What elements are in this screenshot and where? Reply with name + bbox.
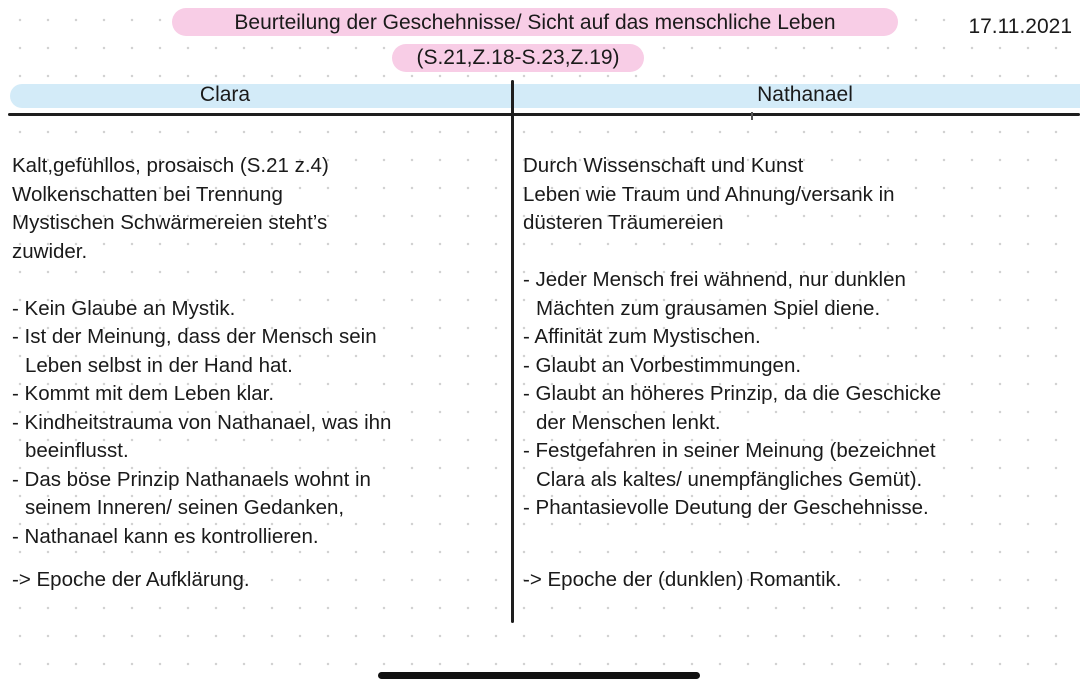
page-title: Beurteilung der Geschehnisse/ Sicht auf das menschliche Leben <box>234 11 836 34</box>
clara-line: Kalt,gefühllos, prosaisch (S.21 z.4) <box>12 154 329 177</box>
clara-bullet-continuation: seinem Inneren/ seinen Gedanken, <box>25 496 345 519</box>
nathanael-bullet: - Glaubt an höheres Prinzip, da die Geschicke <box>523 382 942 405</box>
clara-bullet-continuation: Leben selbst in der Hand hat. <box>25 353 293 377</box>
nathanael-line: Leben wie Traum und Ahnung/versank in <box>523 182 895 206</box>
clara-column <box>12 152 391 595</box>
home-indicator-bar[interactable] <box>378 672 700 679</box>
clara-line: zuwider. <box>12 239 88 263</box>
clara-bullet: - Ist der Meinung, dass der Mensch sein <box>12 325 377 348</box>
clara-bullet: - Kindheitstrauma von Nathanael, was ihn <box>12 410 392 434</box>
nathanael-line: Durch Wissenschaft und Kunst <box>523 154 804 177</box>
table-horizontal-rule <box>8 113 1080 116</box>
nathanael-bullet: - Glaubt an Vorbestimmungen. <box>523 353 802 377</box>
nathanael-bullet-continuation: Clara als kaltes/ unempfängliches Gemüt). <box>536 467 923 491</box>
clara-bullet: - Nathanael kann es kontrollieren. <box>12 524 319 548</box>
clara-line: Wolkenschatten bei Trennung <box>12 182 283 206</box>
nathanael-bullet: - Jeder Mensch frei wähnend, nur dunklen <box>523 268 906 291</box>
nathanael-line: düsteren Träumereien <box>523 211 724 234</box>
clara-bullet: - Kein Glaube an Mystik. <box>12 296 236 320</box>
nathanael-bullet: - Phantasievolle Deutung der Geschehnisse. <box>523 496 929 519</box>
clara-bullet: - Das böse Prinzip Nathanaels wohnt in <box>12 467 371 491</box>
clara-bullet: - Kommt mit dem Leben klar. <box>12 382 275 405</box>
nathanael-bullet: - Festgefahren in seiner Meinung (bezeichnet <box>523 439 936 462</box>
nathanael-bullet-continuation: Mächten zum grausamen Spiel diene. <box>536 296 881 320</box>
column-heading-nathanael: Nathanael <box>757 83 853 106</box>
column-heading-clara: Clara <box>199 83 251 106</box>
nathanael-column <box>523 152 941 595</box>
nathanael-bullet-continuation: der Menschen lenkt. <box>536 410 721 434</box>
table-vertical-rule <box>511 80 514 623</box>
nathanael-bullet: - Affinität zum Mystischen. <box>523 325 761 348</box>
note-date: 17.11.2021 <box>968 15 1072 38</box>
rule-tick-mark <box>751 112 753 120</box>
clara-conclusion: -> Epoche der Aufklärung. <box>12 568 250 591</box>
nathanael-conclusion: -> Epoche der (dunklen) Romantik. <box>523 568 842 591</box>
clara-bullet-continuation: beeinflusst. <box>25 439 129 462</box>
clara-line: Mystischen Schwärmereien steht’s <box>12 211 328 234</box>
page-subtitle: (S.21,Z.18-S.23,Z.19) <box>416 46 620 69</box>
